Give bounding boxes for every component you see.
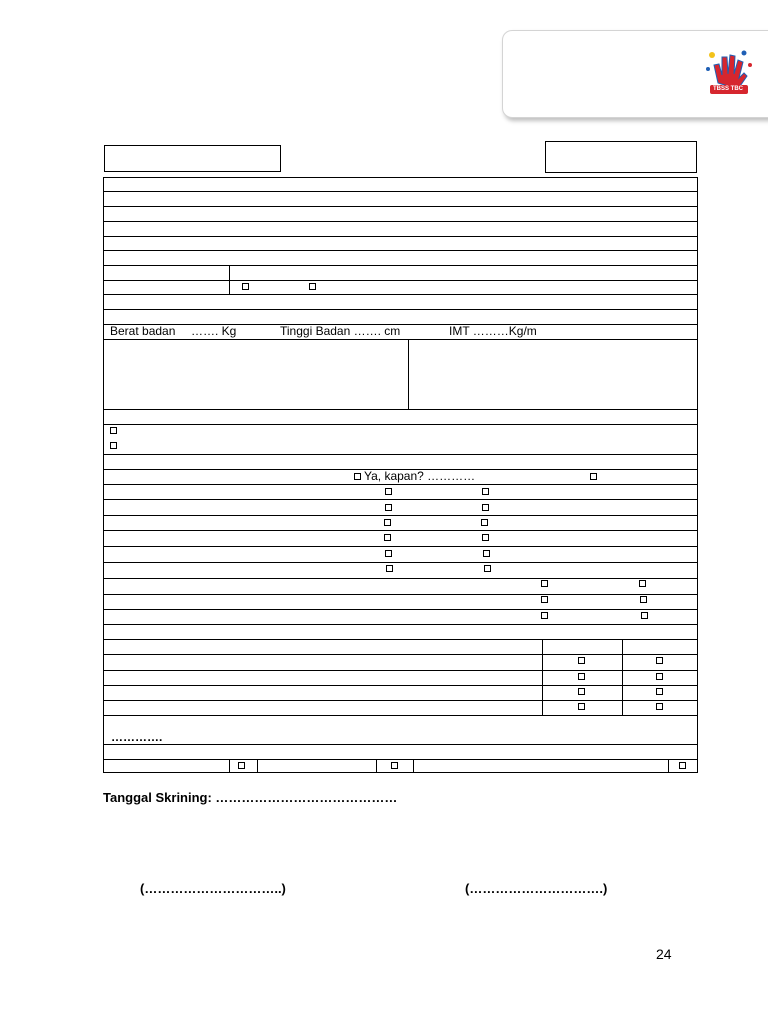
checkbox[interactable] [481, 519, 488, 526]
checkbox[interactable] [384, 534, 391, 541]
header-box-right [545, 141, 697, 173]
checkbox[interactable] [639, 580, 646, 587]
notes-dots[interactable]: …………. [111, 730, 163, 744]
checkbox[interactable] [384, 519, 391, 526]
checkbox[interactable] [482, 488, 489, 495]
checkbox[interactable] [482, 504, 489, 511]
checkbox[interactable] [309, 283, 316, 290]
checkbox[interactable] [110, 427, 117, 434]
checkbox[interactable] [541, 596, 548, 603]
checkbox[interactable] [242, 283, 249, 290]
ya-kapan-field[interactable]: Ya, kapan? ………… [364, 469, 476, 483]
checkbox[interactable] [656, 673, 663, 680]
checkbox[interactable] [385, 550, 392, 557]
checkbox[interactable] [483, 550, 490, 557]
imt-field[interactable]: IMT ………Kg/m [449, 324, 537, 338]
checkbox[interactable] [385, 504, 392, 511]
checkbox[interactable] [578, 703, 585, 710]
signature-left: (…………………………..) [140, 881, 286, 896]
checkbox[interactable] [391, 762, 398, 769]
checkbox[interactable] [238, 762, 245, 769]
checkbox-ya[interactable] [354, 473, 361, 480]
checkbox[interactable] [541, 612, 548, 619]
checkbox[interactable] [541, 580, 548, 587]
page-number: 24 [656, 946, 672, 962]
checkbox[interactable] [640, 596, 647, 603]
checkbox[interactable] [656, 703, 663, 710]
checkbox[interactable] [482, 534, 489, 541]
tanggal-skrining[interactable]: Tanggal Skrining: …………………………………… [103, 790, 398, 805]
checkbox[interactable] [484, 565, 491, 572]
checkbox[interactable] [679, 762, 686, 769]
berat-badan-value[interactable]: ……. Kg [191, 324, 237, 338]
checkbox[interactable] [578, 673, 585, 680]
hand-logo-icon [700, 45, 758, 101]
tbss-logo [700, 45, 758, 101]
header-box-left [104, 145, 281, 172]
checkbox[interactable] [386, 565, 393, 572]
checkbox[interactable] [656, 657, 663, 664]
logo-caption: TBSS TBC [713, 86, 743, 92]
checkbox[interactable] [656, 688, 663, 695]
checkbox[interactable] [641, 612, 648, 619]
checkbox[interactable] [578, 688, 585, 695]
berat-badan-label: Berat badan [110, 324, 176, 338]
checkbox[interactable] [385, 488, 392, 495]
checkbox[interactable] [110, 442, 117, 449]
checkbox[interactable] [578, 657, 585, 664]
tinggi-badan-field[interactable]: Tinggi Badan ……. cm [280, 324, 401, 338]
signature-right: (………………………….) [465, 881, 608, 896]
checkbox-tidak[interactable] [590, 473, 597, 480]
